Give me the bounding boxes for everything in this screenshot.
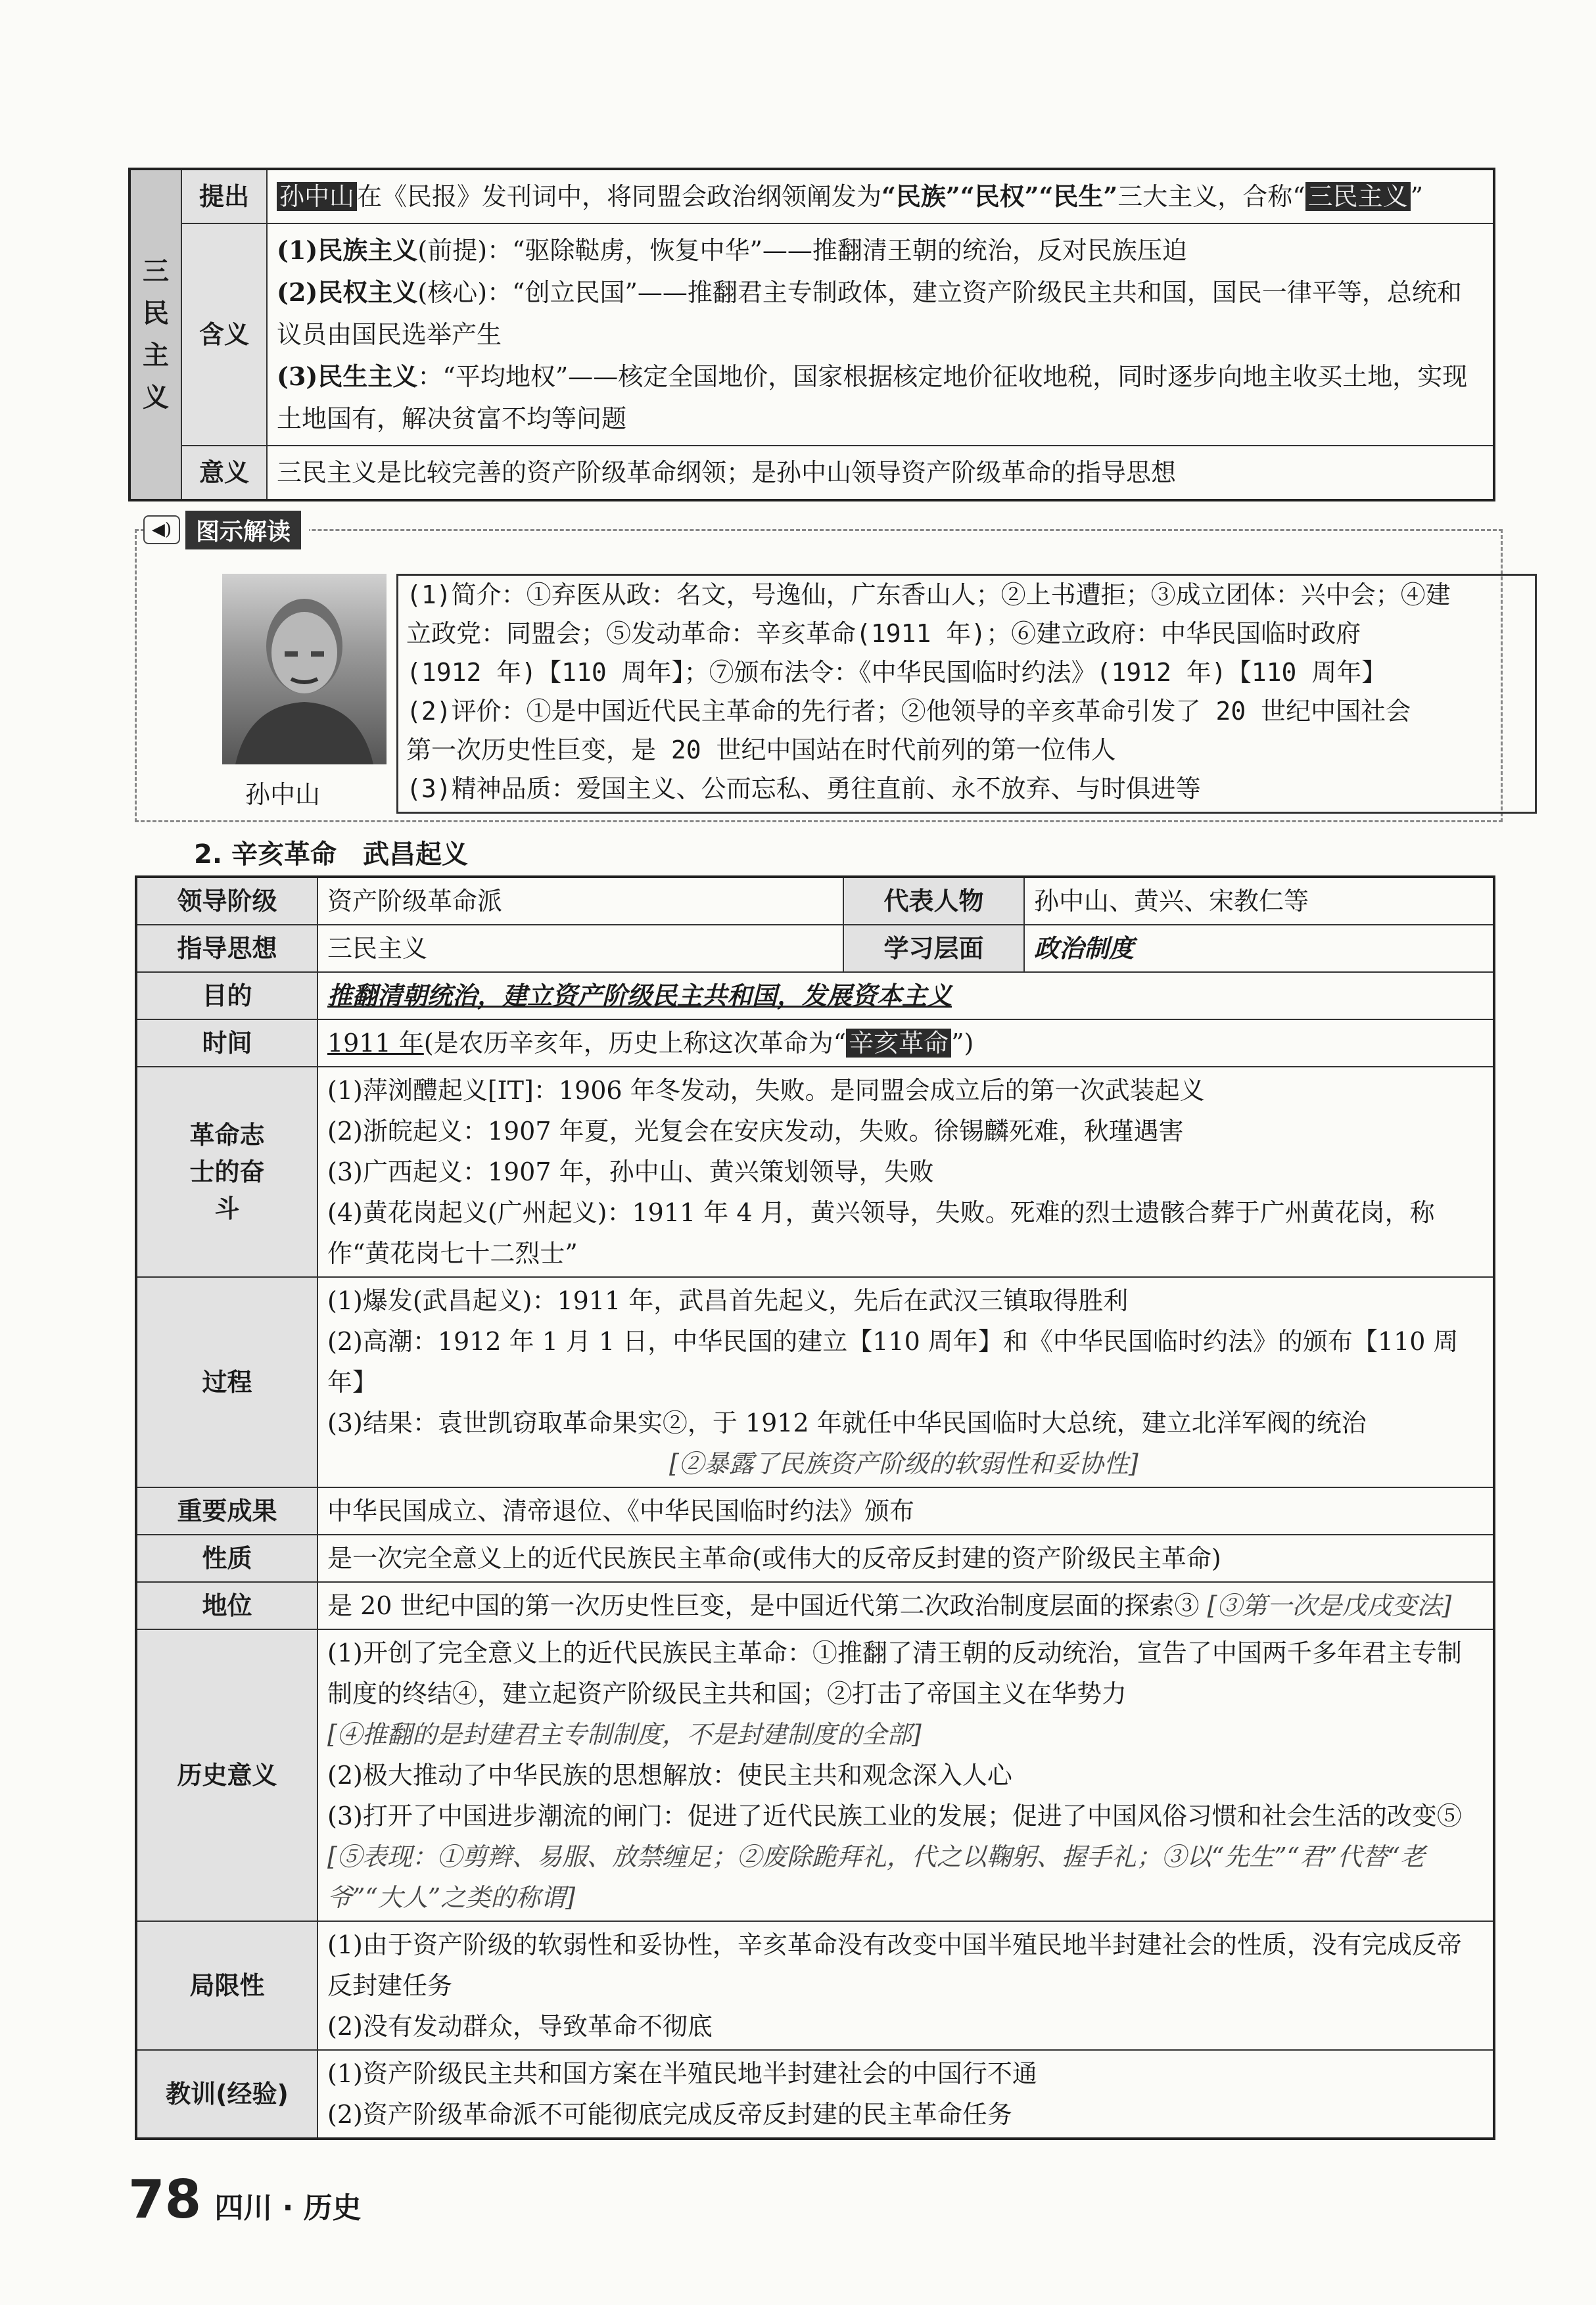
row-label-yiyi: 意义 [181,446,267,500]
struggle-line: (4)黄花岗起义(广州起义)：1911 年 4 月，黄兴领导，失败。死难的烈士遗骸合葬于广州黄花岗，称作“黄花岗七十二烈士” [327,1198,1435,1268]
section-title: 2. 辛亥革命 武昌起义 [194,839,468,870]
tushi-box [135,518,1503,822]
tichu-content: 孙中山 在《民报》发刊词中，将同盟会政治纲领阐发为“民族”“民权”“民生”三大主义，合称“ 三民主义 ” [267,169,1494,223]
label-level: 学习层面 [843,925,1024,972]
intro-line: (3)精神品质：爱国主义、公而忘私、勇往直前、永不放弃、与时俱进等 [406,774,1201,803]
label-leader: 领导阶级 [136,877,317,925]
process-value [317,1277,1494,1487]
intro-line: (1912 年)【110 周年】；⑦颁布法令：《中华民国临时约法》(1912 年)【110 周年】 [406,658,1387,687]
rep-value: 孙中山、黄兴、宋教仁等 [1024,877,1494,925]
page-number: 78 [128,2169,202,2230]
significance-line: (1)开创了完全意义上的近代民族民主革命：①推翻了清王朝的反动统治，宣告了中国两千多年君主专制制度的终结④，建立起资产阶级民主共和国；②打击了帝国主义在华势力 [327,1639,1462,1708]
significance-value [317,1629,1494,1921]
intro-line: 立政党：同盟会；⑤发动革命：辛亥革命(1911 年)；⑥建立政府：中华民国临时政府 [406,619,1361,648]
process-line: (2)高潮：1912 年 1 月 1 日，中华民国的建立【110 周年】和《中华民国临时约法》的颁布【110 周年】 [327,1327,1459,1397]
label-position: 地位 [136,1582,317,1629]
speaker-icon: ◀) [143,515,180,544]
row-label-tichu: 提出 [181,169,267,223]
significance-note: [④推翻的是封建君主专制制度，不是封建制度的全部] [327,1720,922,1749]
row-label-hanyi: 含义 [181,223,267,446]
leader-value: 资产阶级革命派 [317,877,843,925]
lesson-value [317,2050,1494,2139]
label-nature: 性质 [136,1535,317,1582]
label-struggle: 革命志士的奋斗 [136,1067,317,1277]
label-process: 过程 [136,1277,317,1487]
goal-value: 推翻清朝统治，建立资产阶级民主共和国，发展资本主义 [317,972,1494,1019]
lesson-line: (2)资产阶级革命派不可能彻底完成反帝反封建的民主革命任务 [327,2100,1012,2129]
label-thought: 指导思想 [136,925,317,972]
label-significance: 历史意义 [136,1629,317,1921]
level-value: 政治制度 [1024,925,1494,972]
sun-intro-box [396,574,1537,814]
significance-note: [⑤表现：①剪辫、易服、放禁缠足；②废除跪拜礼，代之以鞠躬、握手礼；③以“先生”“君”代替“老爷”“大人”之类的称谓] [327,1842,1425,1912]
lesson-line: (1)资产阶级民主共和国方案在半殖民地半封建社会的中国行不通 [327,2059,1037,2088]
page-footer [128,2169,362,2230]
struggle-line: (2)浙皖起义：1907 年夏，光复会在安庆发动，失败。徐锡麟死难，秋瑾遇害 [327,1117,1184,1146]
intro-line: (1)简介：①弃医从政：名文，号逸仙，广东香山人；②上书遭拒；③成立团体：兴中会；④建 [406,580,1451,609]
tushi-header [143,511,309,548]
label-rep: 代表人物 [843,877,1024,925]
intro-line: 第一次历史性巨变，是 20 世纪中国站在时代前列的第一位伟人 [406,735,1116,764]
process-line: (1)爆发(武昌起义)：1911 年，武昌首先起义，先后在武汉三镇取得胜利 [327,1286,1129,1315]
label-time: 时间 [136,1019,317,1067]
label-goal: 目的 [136,972,317,1019]
sanmin-vertical-label: 三民主义 [129,169,181,500]
process-note: [②暴露了民族资产阶级的软弱性和妥协性] [669,1449,1138,1478]
time-value: 1911 年(是农历辛亥年，历史上称这次革命为“ 辛亥革命 ”) [317,1019,1494,1067]
nature-value: 是一次完全意义上的近代民族民主革命(或伟大的反帝反封建的资产阶级民主革命) [317,1535,1494,1582]
struggle-value [317,1067,1494,1277]
limit-line: (2)没有发动群众，导致革命不彻底 [327,2012,713,2041]
limit-value [317,1921,1494,2050]
intro-line: (2)评价：①是中国近代民主革命的先行者；②他领导的辛亥革命引发了 20 世纪中国社会 [406,697,1411,726]
footer-title: 四川 · 历史 [214,2191,362,2225]
yiyi-content: 三民主义是比较完善的资产阶级革命纲领；是孙中山领导资产阶级革命的指导思想 [267,446,1494,500]
process-line: (3)结果：袁世凯窃取革命果实②，于 1912 年就任中华民国临时大总统，建立北洋军阀的统治 [327,1409,1367,1437]
label-achievement: 重要成果 [136,1487,317,1535]
label-lesson: 教训(经验) [136,2050,317,2139]
xinhai-table [135,875,1495,2140]
thought-value: 三民主义 [317,925,843,972]
position-value: 是 20 世纪中国的第一次历史性巨变，是中国近代第二次政治制度层面的探索③ [③第一次是戊戌变法] [317,1582,1494,1629]
significance-line: (2)极大推动了中华民族的思想解放：使民主共和观念深入人心 [327,1761,1012,1790]
achievement-value: 中华民国成立、清帝退位、《中华民国临时约法》颁布 [317,1487,1494,1535]
sanmin-table [128,168,1495,501]
struggle-line: (3)广西起义：1907 年，孙中山、黄兴策划领导，失败 [327,1157,934,1186]
significance-line: (3)打开了中国进步潮流的闸门：促进了近代民族工业的发展；促进了中国风俗习惯和社会生活的改变⑤ [327,1802,1462,1830]
sun-yatsen-photo [222,574,387,764]
hanyi-content: (1)民族主义(前提)：“驱除鞑虏，恢复中华”——推翻清王朝的统治，反对民族压迫 (2)民权主义(核心)：“创立民国”——推翻君主专制政体，建立资产阶级民主共和国，国民一律平等，总统和议员由国民选举产生 (3)民生主义：“平均地权”——核定全国地价，国家根据核定地价征收地税，同时逐步向地主收买土地，实现土地国有，解决贫富不均等问题 [267,223,1494,446]
tushi-badge: 图示解读 [185,511,301,549]
photo-caption: 孙中山 [245,780,321,809]
label-limit: 局限性 [136,1921,317,2050]
struggle-line: (1)萍浏醴起义[IT]：1906 年冬发动，失败。是同盟会成立后的第一次武装起义 [327,1076,1205,1105]
limit-line: (1)由于资产阶级的软弱性和妥协性，辛亥革命没有改变中国半殖民地半封建社会的性质，没有完成反帝反封建任务 [327,1930,1462,2000]
